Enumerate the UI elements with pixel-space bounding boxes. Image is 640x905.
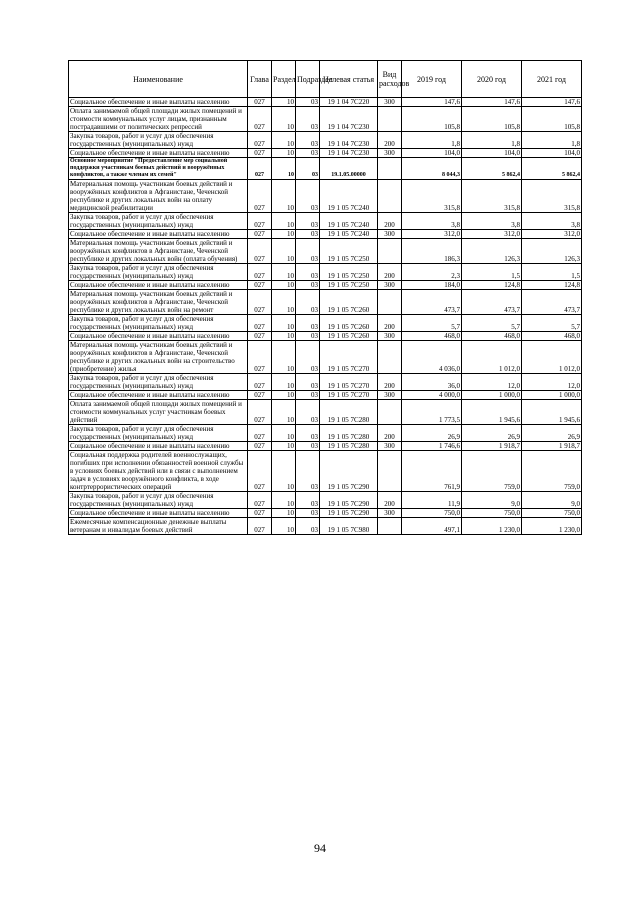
cell-podrazdel: 03 — [296, 374, 320, 391]
cell-glava: 027 — [248, 492, 272, 509]
cell-name: Социальное обеспечение и иные выплаты населению — [69, 391, 248, 400]
cell-2019: 11,9 — [402, 492, 462, 509]
cell-2021: 147,6 — [522, 98, 582, 107]
cell-target: 19 1 05 7С280 — [320, 442, 378, 451]
cell-razdel: 10 — [272, 98, 296, 107]
cell-target: 19 1 05 7С260 — [320, 332, 378, 341]
cell-2020: 9,0 — [462, 492, 522, 509]
cell-name: Социальное обеспечение и иные выплаты населению — [69, 509, 248, 518]
cell-2019: 497,1 — [402, 518, 462, 535]
cell-glava: 027 — [248, 451, 272, 492]
cell-razdel: 10 — [272, 149, 296, 158]
cell-razdel: 10 — [272, 281, 296, 290]
cell-2020: 473,7 — [462, 290, 522, 315]
cell-name: Социальное обеспечение и иные выплаты населению — [69, 230, 248, 239]
table-row — [69, 332, 582, 341]
cell-vid: 200 — [378, 425, 402, 442]
cell-podrazdel: 03 — [296, 230, 320, 239]
cell-target: 19 1 05 7С270 — [320, 374, 378, 391]
cell-vid — [378, 290, 402, 315]
cell-2019: 1,8 — [402, 132, 462, 149]
cell-2021: 26,9 — [522, 425, 582, 442]
cell-target: 19 1 04 7С230 — [320, 107, 378, 132]
cell-podrazdel: 03 — [296, 180, 320, 213]
cell-name: Закупка товаров, работ и услуг для обеспечения государственных (муниципальных) нужд — [69, 213, 248, 230]
cell-target: 19 1 05 7С270 — [320, 391, 378, 400]
table-row — [69, 213, 582, 230]
cell-target: 19 1 05 7С240 — [320, 180, 378, 213]
cell-vid — [378, 239, 402, 264]
cell-podrazdel: 03 — [296, 492, 320, 509]
cell-2019: 2,3 — [402, 264, 462, 281]
cell-2020: 5,7 — [462, 315, 522, 332]
cell-2021: 126,3 — [522, 239, 582, 264]
cell-vid: 300 — [378, 442, 402, 451]
table-row — [69, 281, 582, 290]
table-row — [69, 518, 582, 535]
cell-2019: 147,6 — [402, 98, 462, 107]
cell-2019: 36,0 — [402, 374, 462, 391]
cell-target: 19 1 05 7С290 — [320, 509, 378, 518]
cell-razdel: 10 — [272, 425, 296, 442]
cell-vid — [378, 107, 402, 132]
cell-vid: 200 — [378, 374, 402, 391]
cell-podrazdel: 03 — [296, 332, 320, 341]
table-row — [69, 180, 582, 213]
cell-podrazdel: 03 — [296, 281, 320, 290]
table-row — [69, 264, 582, 281]
cell-razdel: 10 — [272, 341, 296, 374]
cell-2020: 3,8 — [462, 213, 522, 230]
table-row — [69, 400, 582, 425]
cell-glava: 027 — [248, 518, 272, 535]
cell-target: 19 1 05 7С260 — [320, 290, 378, 315]
cell-glava: 027 — [248, 213, 272, 230]
cell-vid: 300 — [378, 509, 402, 518]
cell-name: Социальное обеспечение и иные выплаты населению — [69, 149, 248, 158]
cell-2019: 5,7 — [402, 315, 462, 332]
cell-2020: 104,0 — [462, 149, 522, 158]
cell-2021: 468,0 — [522, 332, 582, 341]
cell-vid — [378, 180, 402, 213]
cell-2021: 1,8 — [522, 132, 582, 149]
cell-2019: 761,9 — [402, 451, 462, 492]
cell-vid: 300 — [378, 149, 402, 158]
cell-razdel: 10 — [272, 518, 296, 535]
cell-name: Материальная помощь участникам боевых действий и вооружённых конфликтов в Афганистане, Чеченской республике и других локальных войн на строительство (приобретение) жилья — [69, 341, 248, 374]
cell-podrazdel: 03 — [296, 315, 320, 332]
cell-name: Ежемесячные компенсационные денежные выплаты ветеранам и инвалидам боевых действий — [69, 518, 248, 535]
cell-glava: 027 — [248, 290, 272, 315]
cell-2021: 104,0 — [522, 149, 582, 158]
cell-2019: 750,0 — [402, 509, 462, 518]
table-row — [69, 239, 582, 264]
header-podrazdel: Подраздел — [296, 61, 320, 98]
cell-2020: 5 862,4 — [462, 158, 522, 180]
cell-target: 19 1 05 7С280 — [320, 400, 378, 425]
cell-2021: 473,7 — [522, 290, 582, 315]
cell-vid: 300 — [378, 98, 402, 107]
cell-name: Материальная помощь участникам боевых действий и вооружённых конфликтов в Афганистане, Чеченской республике и других локальных войн (оплата обучения) — [69, 239, 248, 264]
cell-name: Оплата занимаемой общей площади жилых помещений и стоимости коммунальных услуг лицам, признанным пострадавшими от политических репрессий — [69, 107, 248, 132]
cell-2019: 4 000,0 — [402, 391, 462, 400]
cell-2021: 3,8 — [522, 213, 582, 230]
table-row — [69, 230, 582, 239]
page-number: 94 — [314, 841, 326, 855]
table-header-row — [69, 61, 582, 98]
cell-glava: 027 — [248, 425, 272, 442]
cell-glava: 027 — [248, 158, 272, 180]
table-row — [69, 425, 582, 442]
cell-2020: 1 230,0 — [462, 518, 522, 535]
cell-target: 19 1 04 7С220 — [320, 98, 378, 107]
cell-razdel: 10 — [272, 158, 296, 180]
cell-target: 19 1 04 7С230 — [320, 132, 378, 149]
table-row — [69, 315, 582, 332]
header-glava: Глава — [248, 61, 272, 98]
cell-glava: 027 — [248, 315, 272, 332]
cell-target: 19 1 05 7С260 — [320, 315, 378, 332]
cell-target: 19 1 05 7С250 — [320, 281, 378, 290]
cell-razdel: 10 — [272, 239, 296, 264]
cell-target: 19 1 05 7С240 — [320, 213, 378, 230]
cell-2021: 1 000,0 — [522, 391, 582, 400]
cell-2021: 315,8 — [522, 180, 582, 213]
cell-razdel: 10 — [272, 315, 296, 332]
cell-vid: 300 — [378, 230, 402, 239]
cell-podrazdel: 03 — [296, 149, 320, 158]
cell-2019: 315,8 — [402, 180, 462, 213]
cell-target: 19 1 05 7С250 — [320, 239, 378, 264]
cell-2021: 750,0 — [522, 509, 582, 518]
cell-podrazdel: 03 — [296, 213, 320, 230]
table-row — [69, 451, 582, 492]
cell-glava: 027 — [248, 239, 272, 264]
cell-podrazdel: 03 — [296, 451, 320, 492]
cell-2019: 1 746,6 — [402, 442, 462, 451]
cell-glava: 027 — [248, 332, 272, 341]
cell-razdel: 10 — [272, 332, 296, 341]
header-target: Целевая статья — [320, 61, 378, 98]
cell-podrazdel: 03 — [296, 132, 320, 149]
cell-2020: 26,9 — [462, 425, 522, 442]
cell-target: 19 1 05 7С270 — [320, 341, 378, 374]
cell-2021: 1 012,0 — [522, 341, 582, 374]
cell-vid: 200 — [378, 264, 402, 281]
cell-name: Основное мероприятие "Предоставление мер социальной поддержки участникам боевых действий и вооружённых конфликтов, а также членам их семей" — [69, 158, 248, 180]
header-name: Наименование — [69, 61, 248, 98]
cell-razdel: 10 — [272, 374, 296, 391]
cell-razdel: 10 — [272, 391, 296, 400]
cell-razdel: 10 — [272, 442, 296, 451]
cell-podrazdel: 03 — [296, 509, 320, 518]
cell-target: 19 1 05 7С240 — [320, 230, 378, 239]
cell-name: Социальное обеспечение и иные выплаты населению — [69, 98, 248, 107]
budget-table — [68, 60, 582, 535]
table-body — [69, 98, 582, 535]
cell-2019: 468,0 — [402, 332, 462, 341]
cell-2021: 5 862,4 — [522, 158, 582, 180]
cell-glava: 027 — [248, 107, 272, 132]
cell-glava: 027 — [248, 400, 272, 425]
cell-2020: 312,0 — [462, 230, 522, 239]
cell-2020: 1,8 — [462, 132, 522, 149]
cell-name: Оплата занимаемой общей площади жилых помещений и стоимости коммунальных услуг участникам боевых действий — [69, 400, 248, 425]
cell-glava: 027 — [248, 264, 272, 281]
cell-vid: 200 — [378, 315, 402, 332]
cell-name: Социальная поддержка родителей военнослужащих, погибших при исполнении обязанностей военной службы в условиях боевых действий или в связи с выполнением задач в условиях вооружённого конфликта, в ходе контртеррористических операций — [69, 451, 248, 492]
cell-glava: 027 — [248, 230, 272, 239]
cell-2020: 1 000,0 — [462, 391, 522, 400]
table-row — [69, 107, 582, 132]
cell-2020: 105,8 — [462, 107, 522, 132]
cell-glava: 027 — [248, 281, 272, 290]
cell-2021: 5,7 — [522, 315, 582, 332]
cell-2019: 312,0 — [402, 230, 462, 239]
cell-name: Социальное обеспечение и иные выплаты населению — [69, 442, 248, 451]
table-row — [69, 149, 582, 158]
cell-podrazdel: 03 — [296, 341, 320, 374]
cell-target: 19 1 05 7С290 — [320, 451, 378, 492]
header-vid: Вид расходов — [378, 61, 402, 98]
table-row — [69, 442, 582, 451]
cell-2020: 315,8 — [462, 180, 522, 213]
cell-name: Материальная помощь участникам боевых действий и вооружённых конфликтов в Афганистане, Чеченской республике и других локальных войн на ремонт — [69, 290, 248, 315]
cell-glava: 027 — [248, 442, 272, 451]
cell-razdel: 10 — [272, 132, 296, 149]
cell-name: Закупка товаров, работ и услуг для обеспечения государственных (муниципальных) нужд — [69, 315, 248, 332]
cell-2021: 9,0 — [522, 492, 582, 509]
cell-podrazdel: 03 — [296, 98, 320, 107]
cell-2021: 105,8 — [522, 107, 582, 132]
cell-glava: 027 — [248, 98, 272, 107]
cell-podrazdel: 03 — [296, 239, 320, 264]
cell-2020: 759,0 — [462, 451, 522, 492]
cell-vid: 200 — [378, 132, 402, 149]
cell-target: 19 1 05 7С290 — [320, 492, 378, 509]
cell-2021: 12,0 — [522, 374, 582, 391]
table-row — [69, 341, 582, 374]
cell-glava: 027 — [248, 180, 272, 213]
table-row — [69, 492, 582, 509]
cell-glava: 027 — [248, 132, 272, 149]
cell-2020: 1,5 — [462, 264, 522, 281]
cell-glava: 027 — [248, 509, 272, 518]
cell-razdel: 10 — [272, 213, 296, 230]
cell-razdel: 10 — [272, 451, 296, 492]
cell-podrazdel: 03 — [296, 425, 320, 442]
cell-razdel: 10 — [272, 290, 296, 315]
cell-vid: 200 — [378, 492, 402, 509]
cell-glava: 027 — [248, 374, 272, 391]
cell-podrazdel: 03 — [296, 290, 320, 315]
cell-target: 19 1 05 7С250 — [320, 264, 378, 281]
cell-razdel: 10 — [272, 509, 296, 518]
cell-vid — [378, 400, 402, 425]
cell-razdel: 10 — [272, 264, 296, 281]
cell-2020: 12,0 — [462, 374, 522, 391]
cell-podrazdel: 03 — [296, 400, 320, 425]
cell-glava: 027 — [248, 149, 272, 158]
cell-vid: 300 — [378, 332, 402, 341]
cell-2019: 1 773,5 — [402, 400, 462, 425]
cell-name: Закупка товаров, работ и услуг для обеспечения государственных (муниципальных) нужд — [69, 374, 248, 391]
cell-2020: 147,6 — [462, 98, 522, 107]
cell-2019: 4 036,0 — [402, 341, 462, 374]
header-2019: 2019 год — [402, 61, 462, 98]
cell-target: 19 1 05 7С980 — [320, 518, 378, 535]
cell-2021: 1 918,7 — [522, 442, 582, 451]
cell-vid — [378, 518, 402, 535]
cell-vid: 200 — [378, 213, 402, 230]
table-row — [69, 391, 582, 400]
cell-2019: 184,0 — [402, 281, 462, 290]
header-2021: 2021 год — [522, 61, 582, 98]
cell-2019: 105,8 — [402, 107, 462, 132]
cell-2020: 1 012,0 — [462, 341, 522, 374]
cell-2020: 124,8 — [462, 281, 522, 290]
table-row — [69, 374, 582, 391]
cell-2019: 8 044,3 — [402, 158, 462, 180]
cell-podrazdel: 03 — [296, 391, 320, 400]
cell-2021: 312,0 — [522, 230, 582, 239]
cell-2019: 3,8 — [402, 213, 462, 230]
cell-2021: 1 945,6 — [522, 400, 582, 425]
cell-2019: 186,3 — [402, 239, 462, 264]
cell-2021: 759,0 — [522, 451, 582, 492]
cell-name: Закупка товаров, работ и услуг для обеспечения государственных (муниципальных) нужд — [69, 492, 248, 509]
cell-2021: 124,8 — [522, 281, 582, 290]
table-row — [69, 158, 582, 180]
cell-name: Социальное обеспечение и иные выплаты населению — [69, 332, 248, 341]
cell-2020: 750,0 — [462, 509, 522, 518]
cell-podrazdel: 03 — [296, 264, 320, 281]
cell-razdel: 10 — [272, 492, 296, 509]
cell-2020: 1 945,6 — [462, 400, 522, 425]
header-razdel: Раздел — [272, 61, 296, 98]
cell-podrazdel: 03 — [296, 107, 320, 132]
table-row — [69, 290, 582, 315]
table-row — [69, 132, 582, 149]
cell-podrazdel: 03 — [296, 442, 320, 451]
cell-name: Материальная помощь участникам боевых действий и вооружённых конфликтов в Афганистане, Чеченской республике и других локальных войн на оплату медицинской реабилитации — [69, 180, 248, 213]
header-2020: 2020 год — [462, 61, 522, 98]
cell-razdel: 10 — [272, 107, 296, 132]
cell-2019: 104,0 — [402, 149, 462, 158]
cell-target: 19 1 04 7С230 — [320, 149, 378, 158]
table-row — [69, 509, 582, 518]
cell-glava: 027 — [248, 341, 272, 374]
cell-vid — [378, 451, 402, 492]
cell-glava: 027 — [248, 391, 272, 400]
cell-2020: 468,0 — [462, 332, 522, 341]
cell-2020: 126,3 — [462, 239, 522, 264]
table-row — [69, 98, 582, 107]
cell-vid: 300 — [378, 391, 402, 400]
cell-vid — [378, 341, 402, 374]
cell-2019: 473,7 — [402, 290, 462, 315]
cell-2020: 1 918,7 — [462, 442, 522, 451]
cell-name: Социальное обеспечение и иные выплаты населению — [69, 281, 248, 290]
cell-name: Закупка товаров, работ и услуг для обеспечения государственных (муниципальных) нужд — [69, 132, 248, 149]
cell-vid — [378, 158, 402, 180]
cell-podrazdel: 03 — [296, 158, 320, 180]
cell-razdel: 10 — [272, 400, 296, 425]
cell-vid: 300 — [378, 281, 402, 290]
cell-2019: 26,9 — [402, 425, 462, 442]
cell-name: Закупка товаров, работ и услуг для обеспечения государственных (муниципальных) нужд — [69, 425, 248, 442]
cell-podrazdel: 03 — [296, 518, 320, 535]
cell-razdel: 10 — [272, 230, 296, 239]
cell-name: Закупка товаров, работ и услуг для обеспечения государственных (муниципальных) нужд — [69, 264, 248, 281]
cell-2021: 1 230,0 — [522, 518, 582, 535]
cell-target: 19 1 05 7С280 — [320, 425, 378, 442]
cell-target: 19.1.05.00000 — [320, 158, 378, 180]
cell-2021: 1,5 — [522, 264, 582, 281]
cell-razdel: 10 — [272, 180, 296, 213]
